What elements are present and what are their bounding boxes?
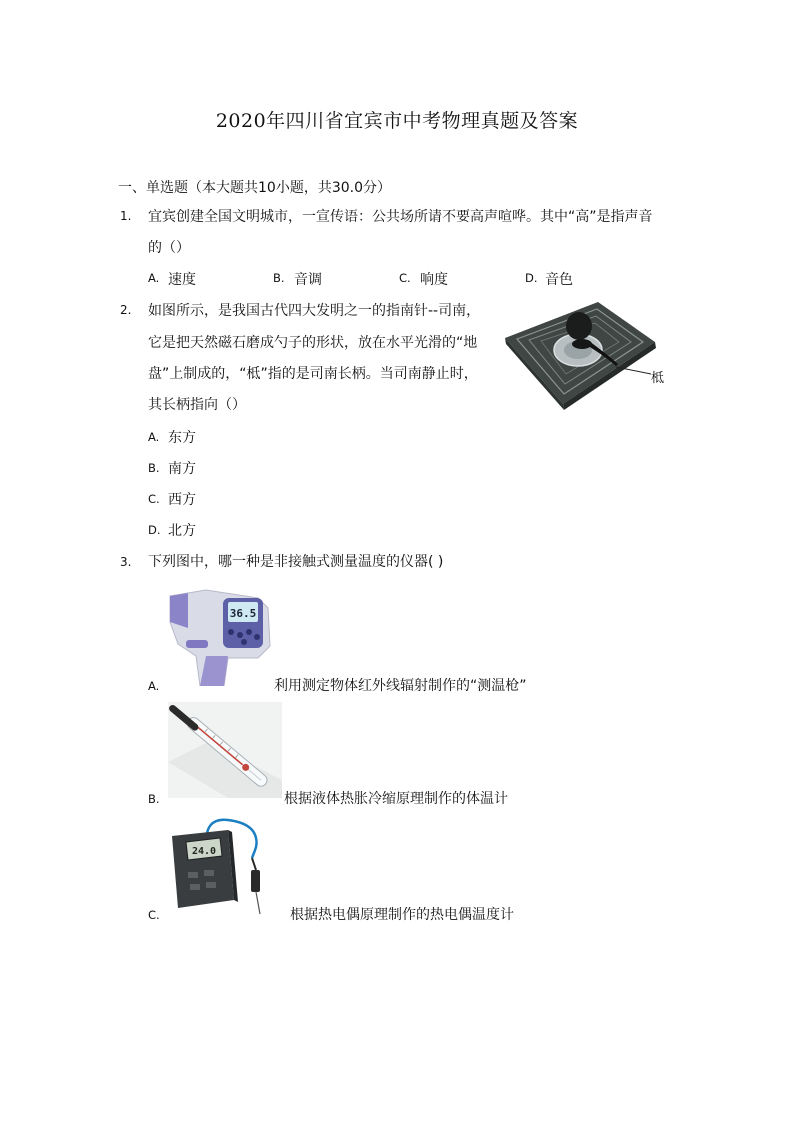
- option-letter: A.: [148, 271, 160, 285]
- option-letter: C.: [148, 492, 160, 506]
- option-text: 根据热电偶原理制作的热电偶温度计: [290, 907, 514, 923]
- option-text: 西方: [168, 492, 196, 508]
- question-stem-continued: 盘”上制成的，“柢”指的是司南长柄。当司南静止时，: [148, 366, 478, 382]
- question-number: 2.: [120, 303, 132, 317]
- option-text: 根据液体热胀冷缩原理制作的体温计: [284, 791, 508, 807]
- figure-label: 柢: [651, 371, 665, 386]
- option-letter: D.: [525, 271, 538, 285]
- option-letter: C.: [399, 271, 411, 285]
- question-number: 1.: [120, 209, 132, 223]
- option-text: 速度: [168, 272, 196, 288]
- thermocouple-thermometer-image: [168, 814, 288, 916]
- question-stem: 下列图中，哪一种是非接触式测量温度的仪器( ): [148, 554, 444, 570]
- option-text: 北方: [168, 523, 196, 539]
- question-stem: 如图所示，是我国古代四大发明之一的指南针--司南，: [148, 303, 481, 319]
- option-letter: C.: [148, 908, 160, 922]
- clinical-thermometer-image: [168, 702, 282, 798]
- question-stem-continued: 其长柄指向（）: [148, 397, 246, 413]
- option-letter: D.: [148, 523, 161, 537]
- option-text: 响度: [420, 272, 448, 288]
- option-letter: B.: [273, 271, 285, 285]
- option-letter: A.: [148, 679, 160, 693]
- option-letter: A.: [148, 430, 160, 444]
- section-heading: 一、单选题（本大题共10小题，共30.0分）: [118, 180, 391, 196]
- option-text: 音色: [545, 272, 573, 288]
- infrared-thermometer-image: [168, 586, 272, 686]
- question-number: 3.: [120, 555, 132, 569]
- option-letter: B.: [148, 461, 160, 475]
- option-letter: B.: [148, 792, 160, 806]
- option-text: 南方: [168, 461, 196, 477]
- page-title: 2020年四川省宜宾市中考物理真题及答案: [215, 110, 579, 132]
- question-stem-continued: 它是把天然磁石磨成勺子的形状，放在水平光滑的“地: [148, 335, 478, 351]
- thermocouple-display: 24.0: [191, 846, 217, 857]
- question-stem: 宜宾创建全国文明城市，一宣传语：公共场所请不要高声喧哗。其中“高”是指声音: [148, 209, 653, 225]
- question-stem-continued: 的（）: [148, 240, 190, 256]
- sinan-compass-image: [503, 300, 673, 410]
- option-text: 利用测定物体红外线辐射制作的“测温枪”: [274, 678, 527, 694]
- thermometer-display: 36.5: [229, 607, 257, 620]
- option-text: 东方: [168, 430, 196, 446]
- option-text: 音调: [294, 272, 322, 288]
